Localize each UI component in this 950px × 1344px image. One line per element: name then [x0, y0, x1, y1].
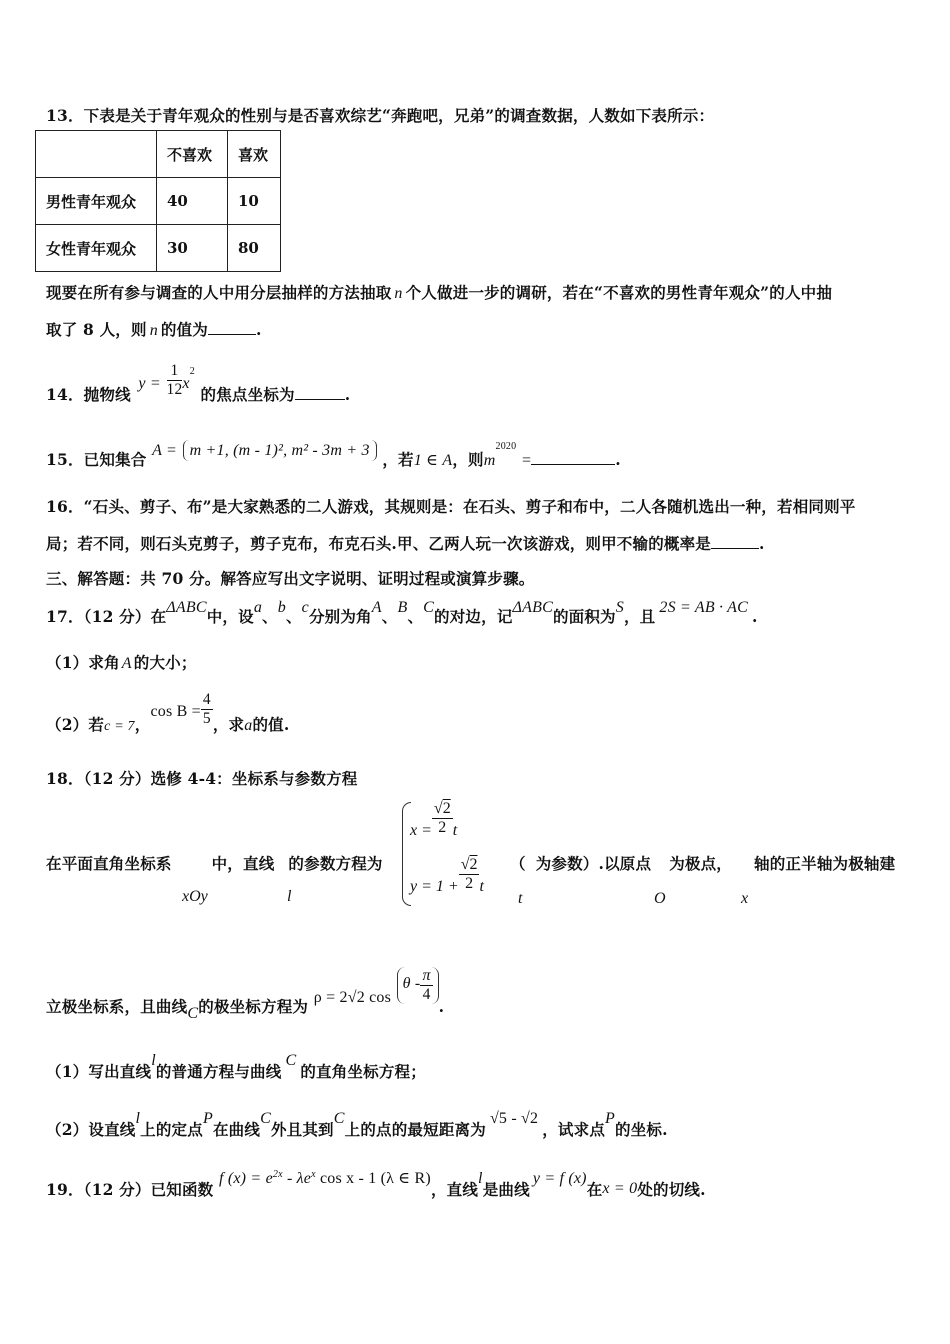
q18-sub2	[46, 1106, 668, 1139]
q18-l2a: 立极坐标系，且曲线	[46, 996, 188, 1016]
fraction-numerator: 1	[167, 362, 183, 381]
q17-p5: 的面积为	[552, 607, 616, 626]
q13-text1b: 个人做进一步的调研，若在“不喜欢的男性青年观众”的人中抽	[405, 283, 833, 302]
fraction-numerator: 4	[202, 691, 211, 708]
q18-s2a: （2）设直线	[46, 1120, 136, 1139]
q18-polar: ρ = 2√2 cos	[313, 988, 392, 1006]
period: .	[438, 996, 445, 1016]
q18-C: C	[260, 1110, 271, 1127]
q19-p1: 19．（12 分）已知函数	[46, 1180, 214, 1199]
q14-line	[46, 360, 351, 404]
q14-suffix: 的焦点坐标为	[200, 384, 295, 404]
q14-prefix: 14．抛物线	[46, 384, 131, 404]
q18-t: t	[518, 890, 523, 907]
q18-s2d: 外且其到	[270, 1120, 334, 1139]
fraction-denominator: 12	[166, 381, 183, 398]
period: .	[256, 320, 262, 339]
fraction-numerator: √2	[433, 800, 451, 817]
sep: 、	[381, 607, 398, 626]
q18-line2	[46, 967, 445, 1022]
sep: 、	[285, 607, 302, 626]
q18-line1-right	[510, 852, 895, 874]
q15-condition: 1 ∈ A	[413, 452, 453, 469]
answer-blank[interactable]	[711, 534, 759, 549]
q13-text-line1	[46, 281, 832, 303]
q17-sub2a: （2）若	[46, 714, 105, 734]
q17-a: a	[253, 599, 263, 616]
q18-l1d: （	[510, 854, 526, 873]
table-header-row	[36, 131, 281, 178]
q19-x0: x = 0	[602, 1180, 638, 1197]
q16-text: 局；若不同，则石头克剪子，剪子克布，布克石头.甲、乙两人玩一次该游戏，则甲不输的概率是	[46, 534, 711, 553]
q16-line2	[46, 532, 765, 554]
period: .	[752, 607, 758, 626]
q18-theta: θ -	[402, 974, 421, 992]
q17-c: c	[301, 599, 309, 616]
q18-s1c: 的直角坐标方程；	[300, 1062, 426, 1081]
q17-b: b	[277, 599, 286, 616]
q15-mid2: ，则	[452, 450, 484, 469]
q19-minus: - λe	[282, 1170, 312, 1187]
q18-l2b: 的极坐标方程为	[198, 996, 309, 1016]
q17-A: A	[371, 599, 382, 616]
q18-l1f: 为极点，	[669, 854, 733, 873]
table-row	[36, 178, 281, 225]
q17-equation: 2S = AB · AC	[659, 599, 748, 616]
q19-func: f (x) = e	[219, 1170, 273, 1187]
q18-title: 18．（12 分）选修 4-4：坐标系与参数方程	[46, 769, 358, 788]
q18-distance: √5 - √2	[489, 1110, 539, 1127]
q17-triangle: ΔABC	[166, 599, 207, 616]
q18-s1a: （1）写出直线	[46, 1062, 152, 1081]
q18-pi-fraction	[420, 967, 432, 1004]
section-3-heading: 三、解答题：共 70 分。解答应写出文字说明、证明过程或演算步骤。	[46, 569, 535, 588]
answer-blank[interactable]	[208, 320, 256, 335]
param-y-label: y = 1 +	[410, 878, 459, 895]
q19-stem	[46, 1166, 706, 1199]
q18-line1	[46, 852, 383, 874]
q18-l1e: 为参数）.以原点	[535, 854, 652, 873]
cell-dislike: 30	[157, 225, 228, 272]
q17-sub2b: ，求	[212, 714, 245, 734]
q17-B: B	[397, 599, 408, 616]
q15-eq: =	[521, 452, 532, 469]
q17-A: A	[121, 655, 132, 672]
q18-s2c: 在曲线	[212, 1120, 261, 1139]
table-header-like: 喜欢	[228, 131, 281, 178]
sep: 、	[407, 607, 424, 626]
var-n: n	[149, 322, 158, 339]
q18-paren	[397, 967, 439, 1004]
fraction-numerator: π	[422, 967, 431, 984]
q18-s2f: ，试求点	[542, 1120, 606, 1139]
var-n: n	[394, 285, 403, 302]
q16-line1: 16．“石头、剪子、布”是大家熟悉的二人游戏，其规则是：在石头、剪子和布中，二人各随机选出一种，若相同则平	[46, 497, 856, 516]
row-label: 女性青年观众	[36, 225, 157, 272]
q19-curve: y = f (x)	[532, 1170, 587, 1187]
q17-stem	[46, 595, 758, 625]
table-header-empty	[36, 131, 157, 178]
q18-l1c: 的参数方程为	[288, 854, 383, 873]
cell-dislike: 40	[157, 178, 228, 225]
q18-C: C	[333, 1110, 345, 1127]
q18-O: O	[654, 890, 666, 907]
comma: ，	[134, 714, 151, 734]
q13-stem: 13．下表是关于青年观众的性别与是否喜欢综艺“奔跑吧，兄弟”的调查数据，人数如下表所示：	[46, 106, 715, 125]
sep: 、	[262, 607, 278, 626]
q17-p6: ，且	[623, 607, 656, 626]
q13-text-line2	[46, 318, 262, 340]
q18-x: x	[741, 890, 749, 907]
period: .	[344, 384, 351, 404]
q15-prefix: 15．已知集合	[46, 450, 147, 469]
q17-p4: 的对边，记	[434, 607, 513, 626]
table-row	[36, 225, 281, 272]
fraction-denominator: 5	[202, 710, 211, 727]
fraction-denominator: 2	[465, 875, 474, 892]
param-x	[410, 800, 457, 837]
q17-a: a	[244, 716, 253, 734]
param-y-fraction	[459, 856, 480, 893]
q19-p2: ，直线	[430, 1180, 479, 1199]
q18-s2g: 的坐标.	[615, 1120, 668, 1139]
q18-s2e: 上的点的最短距离为	[344, 1120, 486, 1139]
q15-mid: ，若	[382, 450, 414, 469]
q17-cval: c = 7	[104, 718, 135, 734]
q17-triangle: ΔABC	[512, 599, 553, 616]
q19-p4: 在	[586, 1180, 603, 1199]
q17-sub2	[46, 683, 290, 734]
param-x-fraction	[432, 800, 453, 837]
q15-m: m	[483, 452, 496, 469]
q17-cosB: cos B =	[150, 702, 201, 720]
q13-text2a: 取了 8 人，则	[46, 320, 147, 339]
q15-set-elements: m +1, (m - 1)², m² - 3m + 3	[183, 440, 377, 461]
q19-expx: x	[311, 1168, 316, 1180]
q19-l: l	[478, 1170, 483, 1187]
param-t: t	[479, 878, 484, 895]
param-x-label: x =	[410, 822, 432, 839]
q18-s2b: 上的定点	[140, 1120, 203, 1139]
q14-x: x	[182, 374, 190, 392]
cell-like: 80	[228, 225, 281, 272]
cell-like: 10	[228, 178, 281, 225]
period: .	[759, 534, 765, 553]
q17-sub1	[46, 651, 197, 673]
row-label: 男性青年观众	[36, 178, 157, 225]
q13-text1a: 现要在所有参与调查的人中用分层抽样的方法抽取	[46, 283, 392, 302]
q18-s1b: 的普通方程与曲线	[155, 1062, 282, 1081]
q18-l1a: 在平面直角坐标系	[46, 854, 172, 873]
q18-l1b: 中，直线	[211, 854, 275, 873]
q17-sub1b: 的大小；	[133, 653, 197, 672]
param-t: t	[452, 822, 458, 839]
q19-p3: 是曲线	[482, 1180, 530, 1199]
q18-P: P	[605, 1110, 616, 1127]
q14-sup: 2	[189, 366, 195, 378]
q15-exponent: 2020	[495, 440, 517, 452]
q18-C: C	[187, 1004, 199, 1022]
table-header-dislike: 不喜欢	[157, 131, 228, 178]
q18-P: P	[202, 1110, 213, 1127]
q18-xOy: xOy	[182, 888, 208, 905]
param-y	[410, 856, 484, 893]
fraction-numerator: √2	[460, 856, 478, 873]
q17-fraction	[201, 691, 213, 728]
sqrt-arg: 2	[442, 800, 451, 817]
q15-line	[46, 438, 621, 472]
q18-C: C	[285, 1052, 297, 1069]
fraction-denominator: 4	[422, 986, 431, 1003]
q14-fraction	[167, 362, 183, 399]
q18-l: l	[287, 888, 292, 905]
sqrt-arg: 2	[469, 856, 478, 873]
answer-blank[interactable]	[531, 450, 615, 465]
survey-table	[35, 130, 281, 272]
q19-p5: 处的切线.	[637, 1180, 706, 1199]
q19-exp2x: 2x	[272, 1168, 283, 1180]
period: .	[615, 450, 621, 469]
q19-rest: cos x - 1 (λ ∈ R)	[315, 1170, 431, 1187]
fraction-denominator: 2	[438, 819, 447, 836]
q17-p2: 中，设	[206, 607, 254, 626]
q17-S: S	[615, 599, 624, 616]
q18-sub1	[46, 1048, 426, 1081]
q17-sub1a: （1）求角	[46, 653, 120, 672]
q18-l: l	[151, 1052, 156, 1069]
q14-y: y =	[138, 374, 161, 392]
answer-blank[interactable]	[295, 385, 345, 400]
q13-text2b: 的值为	[160, 320, 208, 339]
q17-sub2c: 的值.	[252, 714, 290, 734]
q18-l: l	[135, 1110, 141, 1127]
q17-C: C	[423, 599, 435, 616]
q18-l1g: 轴的正半轴为极轴建	[754, 854, 896, 873]
q17-p3: 分别为角	[308, 607, 372, 626]
q15-setA: A =	[152, 442, 177, 459]
q17-p1: 17．（12 分）在	[46, 607, 167, 626]
